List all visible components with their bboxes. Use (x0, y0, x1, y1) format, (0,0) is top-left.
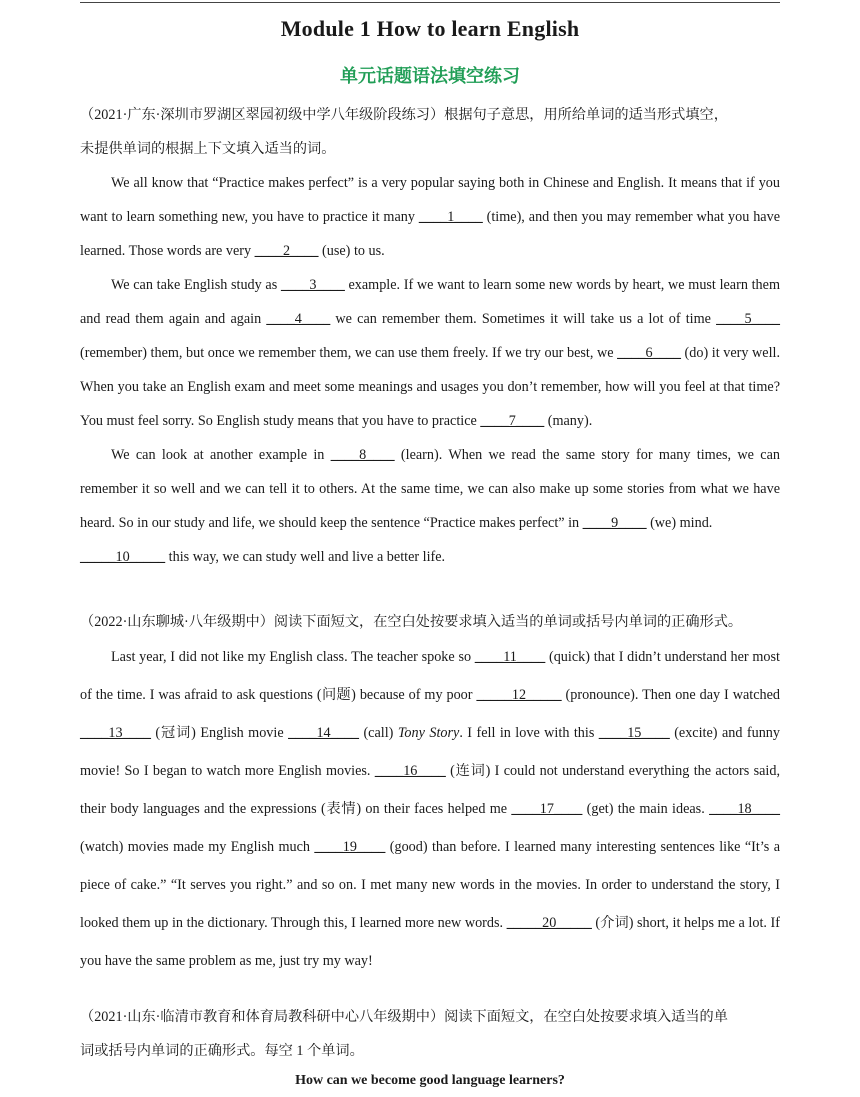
text-run: (call) (359, 725, 398, 741)
page-subtitle: 单元话题语法填空练习 (340, 66, 520, 86)
text-run: Last year, I did not like my English class. The teacher spoke so (111, 649, 475, 665)
blank-11[interactable]: ____11____ (474, 649, 546, 665)
text-run: (we) mind. (646, 515, 713, 531)
text-run: (do) it very well. When you take an English exam and meet some meanings and usages you don’t remember, how will you feel at that time? You must feel sorry. So English study means that you have to practice (80, 345, 780, 429)
text-run: (连词) I could not understand everything the actors said, their body languages and the expressions (表情) on their faces helped me (80, 763, 780, 817)
section2-source: （2022·山东聊城·八年级期中）阅读下面短文，在空白处按要求填入适当的单词或括号内单词的正确形式。 (80, 614, 743, 630)
text-run: (pronounce). Then one day I watched (561, 687, 780, 703)
text-run: (use) to us. (318, 243, 385, 259)
blank-7[interactable]: ____7____ (480, 413, 545, 429)
section1-paragraph-3 (80, 438, 780, 540)
text-run: (many). (544, 413, 593, 429)
blank-3[interactable]: ____3____ (280, 277, 345, 293)
blank-1[interactable]: ____1____ (418, 209, 483, 225)
text-run: (watch) movies made my English much (80, 839, 315, 855)
section3-source (80, 1000, 780, 1068)
text-run: (time), and then you may remember what you have learned. Those words are very (80, 209, 780, 259)
text-run: . I fell in love with this (459, 725, 599, 741)
blank-2[interactable]: ____2____ (254, 243, 319, 259)
text-run: (excite) and funny movie! So I began to watch more English movies. (80, 725, 780, 779)
section2-passage (80, 638, 780, 980)
blank-18[interactable]: ____18____ (709, 801, 781, 817)
blank-16[interactable]: ____16____ (374, 763, 446, 779)
section1-source (80, 98, 780, 166)
blank-17[interactable]: ____17____ (511, 801, 583, 817)
page-title: Module 1 How to learn English (280, 16, 580, 41)
section1-source-line2: 未提供单词的根据上下文填入适当的词。 (80, 141, 336, 157)
text-run: this way, we can study well and live a better life. (165, 549, 446, 565)
text-run: (get) the main ideas. (582, 801, 710, 817)
section1-paragraph-1 (80, 166, 780, 268)
text-run: we can remember them. Sometimes it will take us a lot of time (330, 311, 717, 327)
section1-source-line1: （2021·广东·深圳市罗湖区翠园初级中学八年级阶段练习）根据句子意思，用所给单词的适当形式填空， (80, 107, 728, 123)
text-run: (冠词) English movie (150, 725, 289, 741)
blank-6[interactable]: ____6____ (617, 345, 681, 361)
text-run: example. If we want to learn some new words by heart, we must learn them and read them again and again (80, 277, 780, 327)
passage-title: How can we become good language learners? (295, 1073, 565, 1088)
section1-paragraph-4 (80, 540, 780, 574)
section3-source-line1: （2021·山东·临清市教育和体育局教科研中心八年级期中）阅读下面短文，在空白处按要求填入适当的单 (80, 1009, 728, 1025)
blank-4[interactable]: ____4____ (266, 311, 331, 327)
blank-8[interactable]: ____8____ (330, 447, 395, 463)
text-run: We can look at another example in (111, 447, 331, 463)
text-run: (quick) that I didn’t understand her most of the time. I was afraid to ask questions (问题) because of my poor (80, 649, 780, 703)
movie-title: Tony Story (397, 725, 460, 741)
blank-9[interactable]: ____9____ (582, 515, 647, 531)
blank-10[interactable]: _____10_____ (80, 549, 166, 565)
text-run: (learn). When we read the same story for many times, we can remember it so well and we can tell it to others. At the same time, we can also make up some stories from what we have heard. So in our study and life, we should keep the sentence “Practice makes perfect” in (80, 447, 780, 531)
section1-passage (80, 166, 780, 574)
blank-14[interactable]: ____14____ (288, 725, 360, 741)
text-run: (介词) short, it helps me a lot. If you have the same problem as me, just try my way! (80, 915, 781, 969)
section2-paragraph (80, 638, 780, 980)
text-run: (remember) them, but once we remember them, we can use them freely. If we try our best, we (80, 345, 618, 361)
text-run: We can take English study as (111, 277, 281, 293)
blank-13[interactable]: ____13____ (80, 725, 151, 741)
text-run: (good) than before. I learned many interesting sentences like “It’s a piece of cake.” “It serves you right.” and so on. I met many new words in the movies. In order to understand the story, I looked them up in the dictionary. Through this, I learned more new words. (80, 839, 780, 931)
section1-paragraph-2 (80, 268, 780, 438)
top-rule (80, 2, 780, 3)
blank-19[interactable]: ____19____ (314, 839, 386, 855)
section3-source-line2: 词或括号内单词的正确形式。每空 1 个单词。 (80, 1043, 364, 1059)
text-run: We all know that “Practice makes perfect” is a very popular saying both in Chinese and English. It means that if you want to learn something new, you have to practice it many (80, 175, 780, 225)
blank-20[interactable]: _____20_____ (506, 915, 592, 931)
blank-15[interactable]: ____15____ (598, 725, 670, 741)
blank-5[interactable]: ____5____ (716, 311, 780, 327)
blank-12[interactable]: _____12_____ (476, 687, 562, 703)
